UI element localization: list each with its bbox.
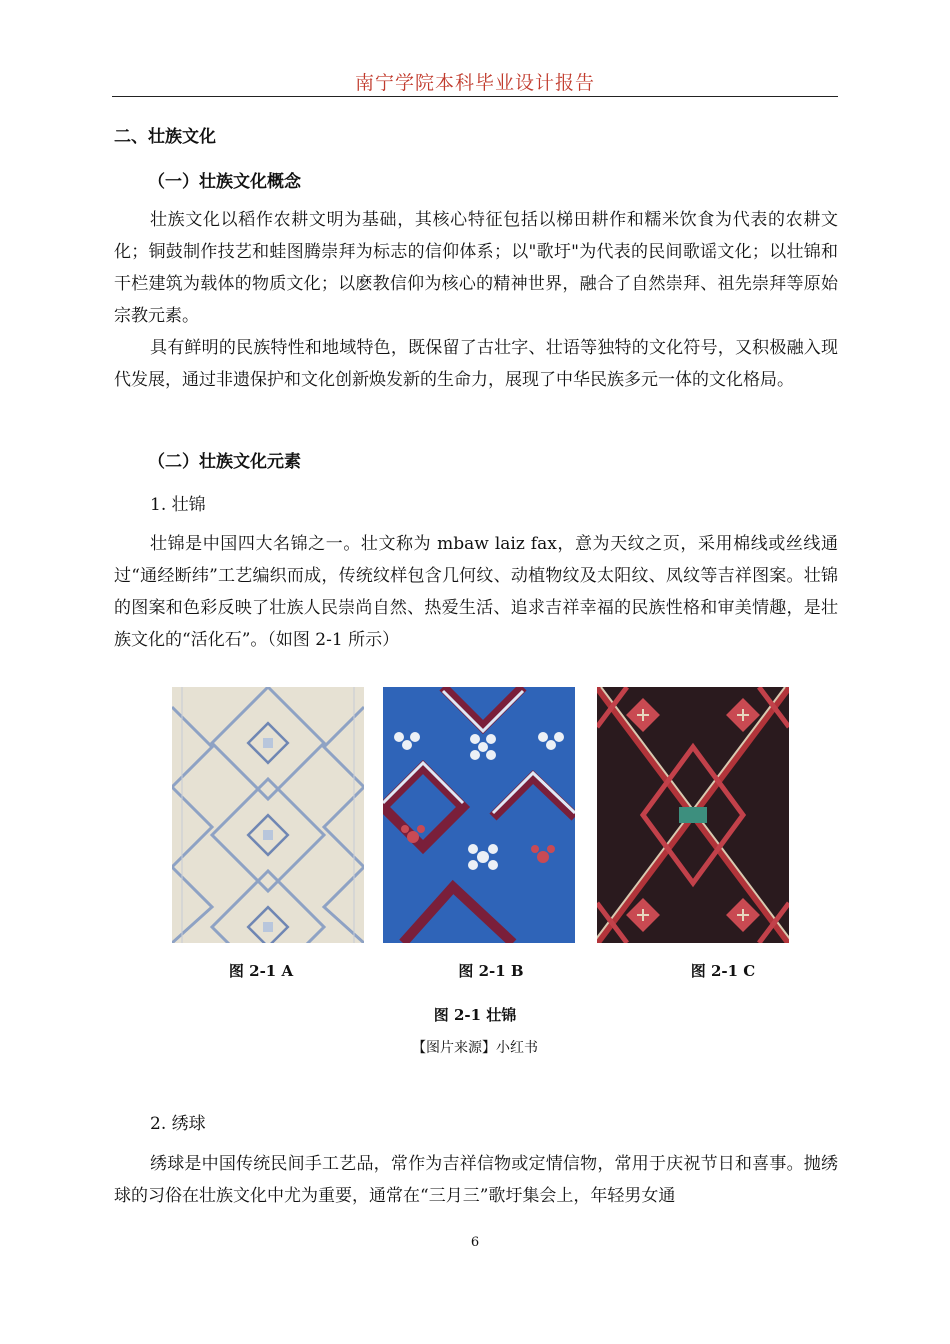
header-rule (112, 96, 838, 97)
figure-caption-a: 图 2-1 A (228, 962, 294, 980)
brocade-c-pattern (597, 687, 789, 943)
figure-title: 图 2-1 壮锦 (433, 1006, 517, 1024)
brocade-image-a (172, 687, 364, 943)
item-title-xiuqiu: 2. 绣球 (150, 1114, 206, 1134)
page-number: 6 (470, 1235, 480, 1250)
section-title: 二、壮族文化 (114, 127, 216, 147)
brocade-b-pattern (383, 687, 575, 943)
brocade-image-b (383, 687, 575, 943)
item-title-zhuangjin: 1. 壮锦 (150, 495, 206, 515)
figure-caption-b: 图 2-1 B (458, 962, 524, 980)
brocade-image-c (597, 687, 789, 943)
figure-caption-c: 图 2-1 C (690, 962, 756, 980)
paragraph-culture-concept: 壮族文化以稻作农耕文明为基础，其核心特征包括以梯田耕作和糯米饮食为代表的农耕文化；铜鼓制作技艺和蛙图腾崇拜为标志的信仰体系；以"歌圩"为代表的民间歌谣文化；以壮锦和干栏建筑为载体的物质文化；以麽教信仰为核心的精神世界，融合了自然崇拜、祖先崇拜等原始宗教元素。 (114, 210, 838, 326)
page-header: 南宁学院本科毕业设计报告 (354, 72, 595, 94)
figure-source: 【图片来源】小红书 (412, 1040, 538, 1056)
brocade-a-pattern (172, 687, 364, 943)
subsection-title-2: （二）壮族文化元素 (148, 452, 301, 472)
figure-row (172, 687, 788, 943)
paragraph-zhuangjin: 壮锦是中国四大名锦之一。壮文称为 mbaw laiz fax，意为天纹之页，采用棉线或丝线通过“通经断纬”工艺编织而成，传统纹样包含几何纹、动植物纹及太阳纹、凤纹等吉祥图案。壮锦的图案和色彩反映了壮族人民崇尚自然、热爱生活、追求吉祥幸福的民族性格和审美情趣，是壮族文化的“活化石”。（如图 2-1 所示） (114, 534, 838, 650)
paragraph-xiuqiu: 绣球是中国传统民间手工艺品，常作为吉祥信物或定情信物，常用于庆祝节日和喜事。抛绣球的习俗在壮族文化中尤为重要，通常在“三月三”歌圩集会上，年轻男女通 (114, 1154, 838, 1206)
subsection-title-1: （一）壮族文化概念 (148, 172, 301, 192)
paragraph-culture-features: 具有鲜明的民族特性和地域特色，既保留了古壮字、壮语等独特的文化符号，又积极融入现代发展，通过非遗保护和文化创新焕发新的生命力，展现了中华民族多元一体的文化格局。 (114, 338, 838, 390)
